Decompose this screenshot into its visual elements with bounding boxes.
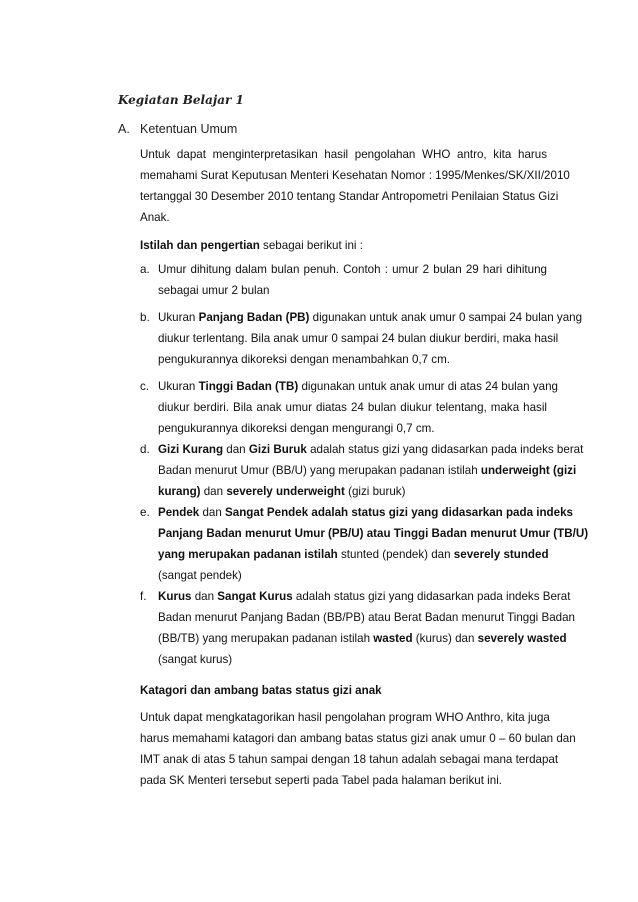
item-label: a. bbox=[140, 263, 150, 276]
katagori-heading: Katagori dan ambang batas status gizi anak bbox=[140, 684, 382, 697]
item-line: Badan menurut Panjang Badan (BB/PB) atau Berat Badan menurut Tinggi Badan bbox=[158, 611, 576, 624]
katagori-section bbox=[140, 680, 576, 791]
katagori-line: pada SK Menteri tersebut seperti pada Tabel pada halaman berikut ini. bbox=[140, 774, 502, 787]
item-label: e. bbox=[140, 506, 150, 519]
intro-line: tertanggal 30 Desember 2010 tentang Standar Antropometri Penilaian Status Gizi bbox=[140, 190, 559, 203]
intro-line: memahami Surat Keputusan Menteri Kesehatan Nomor : 1995/Menkes/SK/XII/2010 bbox=[140, 169, 570, 182]
intro-line: Untuk dapat menginterpretasikan hasil pengolahan WHO antro, kita harus bbox=[140, 148, 547, 161]
list-item-e bbox=[140, 502, 589, 586]
item-line: diukur berdiri. Bila anak umur diatas 24 bulan diukur telentang, maka hasil bbox=[158, 401, 547, 414]
list-item-b bbox=[140, 307, 583, 370]
item-line: diukur terlentang. Bila anak umur 0 sampai 24 bulan diukur berdiri, maka hasil bbox=[158, 332, 559, 345]
item-line: Gizi Kurang dan Gizi Buruk adalah status gizi yang didasarkan pada indeks berat bbox=[158, 443, 584, 456]
item-line: Pendek dan Sangat Pendek adalah status gizi yang didasarkan pada indeks bbox=[158, 506, 573, 519]
item-line: pengukurannya dikoreksi dengan mengurangi 0,7 cm. bbox=[158, 422, 435, 435]
istilah-rest: sebagai berikut ini : bbox=[259, 239, 363, 252]
intro-paragraph bbox=[140, 144, 570, 228]
item-line: Kurus dan Sangat Kurus adalah status gizi yang didasarkan pada indeks Berat bbox=[158, 590, 571, 603]
intro-line: Anak. bbox=[140, 211, 170, 224]
item-line: Panjang Badan menurut Umur (PB/U) atau Tinggi Badan menurut Umur (TB/U) bbox=[158, 527, 589, 540]
istilah-bold: Istilah dan pengertian bbox=[140, 239, 260, 252]
list-item-d bbox=[140, 439, 584, 502]
item-label: c. bbox=[140, 380, 150, 393]
katagori-line: Untuk dapat mengkatagorikan hasil pengolahan program WHO Anthro, kita juga bbox=[140, 711, 550, 724]
katagori-line: IMT anak di atas 5 tahun sampai dengan 18 tahun adalah sebagai mana terdapat bbox=[140, 753, 559, 766]
item-label: d. bbox=[140, 443, 150, 456]
item-line: Ukuran Tinggi Badan (TB) digunakan untuk anak umur di atas 24 bulan yang bbox=[158, 380, 558, 393]
section-title: Ketentuan Umum bbox=[140, 122, 238, 136]
item-line: yang merupakan padanan istilah stunted (pendek) dan severely stunded bbox=[158, 548, 549, 561]
item-label: b. bbox=[140, 311, 150, 324]
item-line: pengukurannya dikoreksi dengan menambahkan 0,7 cm. bbox=[158, 353, 450, 366]
istilah-line bbox=[140, 235, 547, 256]
list-item-f bbox=[140, 586, 576, 670]
item-line: (sangat pendek) bbox=[158, 569, 242, 582]
item-line: kurang) dan severely underweight (gizi buruk) bbox=[158, 485, 406, 498]
item-line: (sangat kurus) bbox=[158, 653, 233, 666]
item-line: sebagai umur 2 bulan bbox=[158, 284, 270, 297]
item-line: (BB/TB) yang merupakan padanan istilah wasted (kurus) dan severely wasted bbox=[158, 632, 567, 645]
item-line: Badan menurut Umur (BB/U) yang merupakan padanan istilah underweight (gizi bbox=[158, 464, 577, 477]
section-letter: A. bbox=[118, 122, 130, 136]
activity-heading: Kegiatan Belajar 1 bbox=[118, 93, 244, 107]
definition-list bbox=[140, 259, 589, 670]
item-line: Umur dihitung dalam bulan penuh. Contoh : umur 2 bulan 29 hari dihitung bbox=[158, 263, 547, 276]
section-heading bbox=[118, 122, 237, 136]
item-label: f. bbox=[140, 590, 147, 603]
list-item-c bbox=[140, 376, 558, 439]
list-item-a bbox=[140, 259, 547, 301]
katagori-line: harus memahami katagori dan ambang batas status gizi anak umur 0 – 60 bulan dan bbox=[140, 732, 576, 745]
item-line: Ukuran Panjang Badan (PB) digunakan untuk anak umur 0 sampai 24 bulan yang bbox=[158, 311, 583, 324]
